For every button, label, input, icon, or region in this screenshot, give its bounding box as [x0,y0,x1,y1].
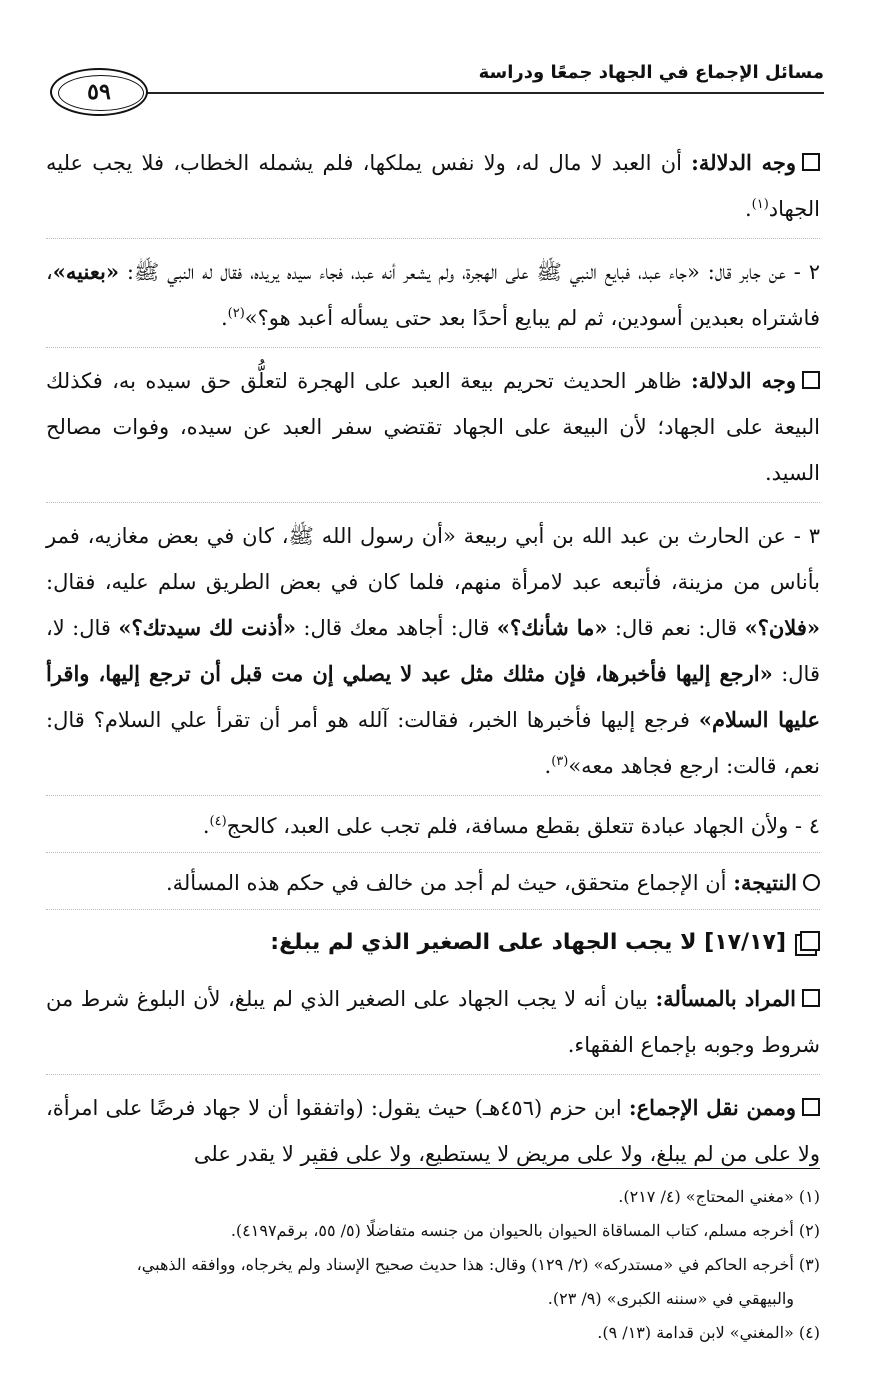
footnote-ref: (٤) [209,814,227,829]
paragraph-text: قال: لا، قال: [46,616,820,686]
quote-bold: «بعنيه» [52,259,119,284]
paragraph-evidence-1 [46,140,820,239]
footnote: (٣) أخرجه الحاكم في «مستدركه» (٢/ ١٢٩) وقال: هذا حديث صحيح الإسناد ولم يخرجاه، ووافقه الذهبي، [136,1255,820,1274]
page-number: ٥٩ [87,79,111,105]
paragraph-text: ٤ - ولأن الجهاد عبادة تتعلق بقطع مسافة، فلم تجب على العبد، كالحج [226,814,820,838]
paragraph-label: وممن نقل الإجماع: [628,1095,796,1120]
footnote-ref: (٢) [227,306,245,321]
square-bullet-icon [802,153,820,171]
quote-bold: «ارجع إليها فأخبرها، فإن مثلك مثل عبد لا يصلي إن مت قبل أن ترجع إليها، واقرأ عليها السلام» [46,661,820,732]
square-bullet-icon [802,989,820,1007]
quote-bold: «ما شأنك؟» [496,615,608,640]
paragraph-definition [46,976,820,1075]
footnote: (٤) «المغني» لابن قدامة (١٣/ ٩). [597,1323,820,1342]
paragraph-reasoning [46,806,820,853]
footnotes [40,1180,820,1350]
page-header [46,50,824,122]
quote-bold: «أذنت لك سيدتك؟» [118,615,297,640]
footnote-continuation: والبيهقي في «سننه الكبرى» (٩/ ٢٣). [547,1289,794,1308]
main-text [46,140,820,1193]
documents-icon [800,931,820,951]
paragraph-text: قال: نعم قال: [607,616,745,640]
paragraph-text: ٣ - عن الحارث بن عبد الله بن أبي ربيعة «أن رسول الله ﷺ، كان في بعض مغازيه، فمر بأناس من مزينة، فأتبعه عبد لامرأة منهم، فلما كان في بعض الطريق سلم عليه، فقال: [46,524,820,594]
paragraph-text: فرجع إليها فأخبرها الخبر، فقالت: آلله هو أمر أن تقرأ علي السلام؟ قال: نعم، قالت: ارجع فجاهد معه» [46,708,820,778]
paragraph-hadith-jabir [46,249,820,348]
paragraph-text: قال: أجاهد معك قال: [296,616,497,640]
quote-bold: «فلان؟» [744,615,820,640]
paragraph-text: بيان أنه لا يجب الجهاد على الصغير الذي لم يبلغ، لأن البلوغ شرط من شروط وجوبه بإجماع الفقهاء. [46,987,820,1057]
header-rule [141,92,824,94]
running-title: مسائل الإجماع في الجهاد جمعًا ودراسة [478,62,824,83]
paragraph-evidence-2 [46,358,820,503]
paragraph-label: وجه الدلالة: [690,368,796,393]
section-heading-text: [١٧/١٧] لا يجب الجهاد على الصغير الذي لم يبلغ: [270,930,786,955]
paragraph-text: أن الإجماع متحقق، حيث لم أجد من خالف في حكم هذه المسألة. [165,871,734,895]
footnote-ref: (٣) [551,754,569,769]
footnote: (٢) أخرجه مسلم، كتاب المساقاة الحيوان بالحيوان من جنسه متفاضلًا (٥/ ٥٥، برقم٤١٩٧). [230,1221,820,1240]
paragraph-end: . [220,306,228,330]
paragraph-text: ابن حزم (٤٥٦هـ) حيث يقول: (واتفقوا أن لا جهاد فرضًا على امرأة، ولا على من لم يبلغ، ولا على مريض لا يستطيع، ولا على فقير لا يقدر على [46,1096,820,1166]
paragraph-text: ظاهر الحديث تحريم بيعة العبد على الهجرة لتعلُّق حق سيده به، فكذلك البيعة على الجهاد؛ لأن البيعة على الجهاد تقتضي سفر العبد عن سيده، وفوات مصالح السيد. [46,369,820,485]
paragraph-text: أن العبد لا مال له، ولا نفس يملكها، فلم يشمله الخطاب، فلا يجب عليه الجهاد [46,151,820,221]
paragraph-label: المراد بالمسألة: [655,986,797,1011]
footnote-ref: (١) [751,197,769,212]
paragraph-text: ٢ - عن جابر قال: «جاء عبد، فبايع النبي ﷺ على الهجرة، ولم يشعر أنه عبد، فجاء سيده يريده، فقال له النبي ﷺ: [118,260,820,284]
paragraph-result [46,863,820,910]
paragraph-text: ، فاشتراه بعبدين أسودين، ثم لم يبايع أحدًا بعد حتى يسأله أعبد هو؟» [46,260,820,330]
paragraph-label: النتيجة: [733,870,797,895]
footnote-separator [315,1168,820,1169]
paragraph-hadith-harith [46,513,820,796]
paragraph-end: . [202,814,210,838]
section-heading [46,920,820,966]
page-number-badge [50,68,148,116]
paragraph-end: . [544,754,552,778]
square-bullet-icon [802,371,820,389]
paragraph-label: وجه الدلالة: [691,150,796,175]
circle-bullet-icon [803,874,820,891]
footnote: (١) «مغني المحتاج» (٤/ ٢١٧). [618,1187,820,1206]
square-bullet-icon [802,1098,820,1116]
paragraph-end: . [744,197,752,221]
